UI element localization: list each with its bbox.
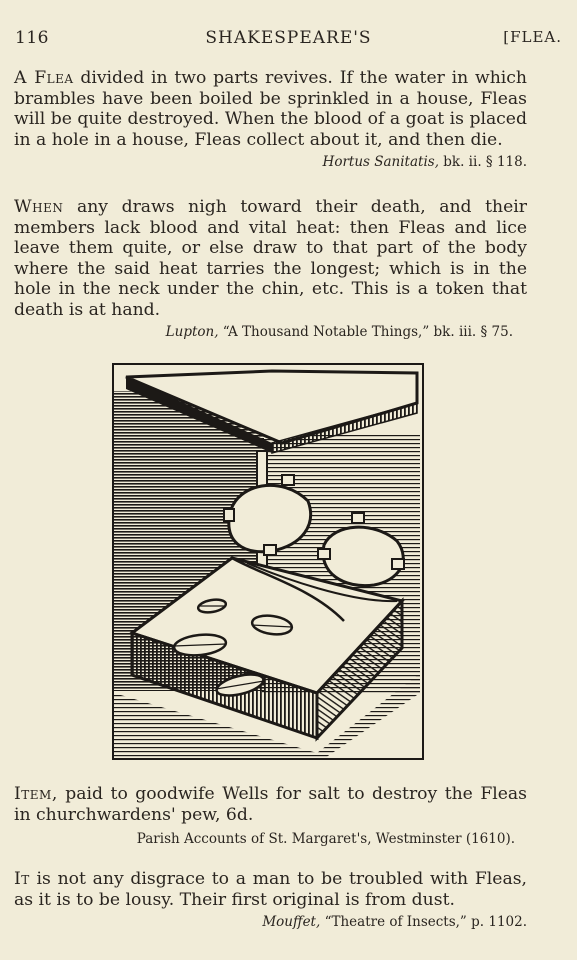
passage-lead: Item, [14,784,58,804]
passage-hortus [14,68,527,173]
passage-body: any draws nigh toward their death, and their members lack blood and vital heat: then Fleas and lice leave them quite, or else draw to that part of the body where the said heat tarries the longest; which is in the hole in the neck under the chin, etc. This is a token that death is at hand. [14,197,527,320]
citation-ref: bk. ii. § 118. [438,154,527,170]
section-marker: [FLEA. [503,28,562,46]
citation [14,324,513,340]
citation [323,152,527,173]
citation-author: Lupton, [165,324,219,340]
citation-rest: “Theatre of Insects,” p. 1102. [320,914,527,930]
passage-mouffet [14,869,527,933]
citation-work: Hortus Sanitatis, [322,154,439,170]
running-title: SHAKESPEARE'S [205,28,372,48]
passage-lead: When [14,197,64,217]
passage-text [14,869,527,930]
passage-lupton [14,197,527,340]
woodcut-bed-with-fleas-icon [112,363,424,760]
citation-rest: “A Thousand Notable Things,” bk. iii. § 75. [218,324,513,340]
running-header [15,28,562,50]
passage-body: paid to goodwife Wells for salt to destroy the Fleas in churchwardens' pew, 6d. [14,784,527,825]
citation-author: Mouffet, [262,914,321,930]
citation [262,912,527,933]
passage-text [14,68,527,170]
passage-text [14,784,527,825]
passage-body: divided in two parts revives. If the water in which brambles have been boiled be sprinkled in a house, Fleas will be quite destroyed. When the blood of a goat is placed in a hole in a house, Fleas collect about it, and then die. [14,68,527,150]
passage-text [14,197,527,320]
citation: Parish Accounts of St. Margaret's, Westminster (1610). [136,831,515,847]
passage-body: is not any disgrace to a man to be troubled with Fleas, as it is to be lousy. Their first original is from dust. [14,869,527,910]
passage-parish [14,784,527,847]
passage-lead: It [14,869,30,889]
page-number: 116 [15,28,49,48]
passage-lead: A Flea [14,68,74,88]
